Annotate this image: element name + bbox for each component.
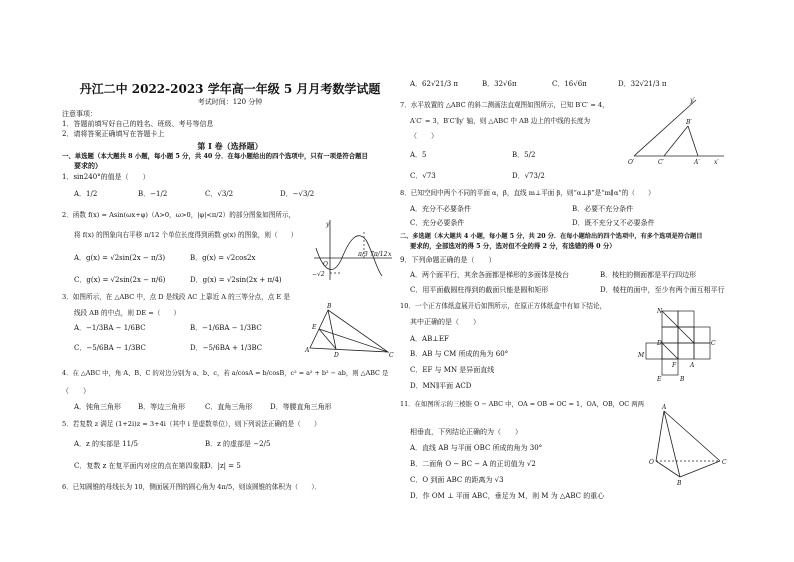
q11-stem: 11．在如图所示的三棱锥 O − ABC 中，OA = OB = OC = 1，OA，OB，OC 两两: [400, 400, 644, 408]
q4-option-c: C．直角三角形: [205, 403, 253, 411]
q10-net-cell: [694, 327, 710, 343]
q1-stem: 1．sin240°的值是（ ）: [62, 173, 150, 181]
q10-label-c: C: [711, 340, 716, 347]
q5-option-d: D．|z| = 5: [205, 462, 241, 470]
q7-label-o: O′: [628, 159, 635, 166]
q11-label-c: C: [722, 459, 727, 466]
q11-edge-ab: [664, 411, 680, 477]
q2-label-origin: O: [323, 261, 328, 268]
q11-edge-ao: [656, 411, 664, 461]
q3-stem: 3．如图所示，在 △ABC 中，点 D 是线段 AC 上靠近 A 的三等分点，点 E 是: [62, 293, 290, 301]
q10-option-d: D．MN∥平面 ACD: [410, 382, 472, 390]
q4-option-a: A．钝角三角形: [74, 403, 122, 411]
q9-option-b: B．棱柱的侧面都是平行四边形: [600, 271, 697, 279]
q10-net-cell: [678, 343, 694, 359]
q2-label-t1: π/3: [358, 251, 368, 258]
q10-option-a: A．AB⊥EF: [410, 335, 449, 343]
q3-segment-bd: [328, 310, 336, 349]
q2-sine-graph: [312, 218, 392, 283]
q11-option-d: D．作 OM ⊥ 平面 ABC，垂足为 M，则 M 为 △ABC 的重心: [410, 492, 605, 500]
q7-option-d: D．√73/2: [512, 172, 545, 180]
q8-option-a: A．充分不必要条件: [410, 205, 472, 213]
q2-stem: 2．函数 f(x) = Asin(ωx+φ)（A>0，ω>0，|φ|<π/2）的部分图象如图所示，: [62, 211, 296, 219]
q4-stem: 4．在 △ABC 中，角 A、B、C 的对边分别为 a、b、c，若 a/cosA = b/cosB，c² = a² + b² − ab，则 △ABC 是: [62, 369, 389, 377]
q11-option-c: C．O 到面 ABC 的距离为 √3: [410, 476, 504, 484]
q5-stem: 5．若复数 z 满足 (1+2i)z = 3+4i（其中 i 是虚数单位），则下列说法正确的是（ ）: [62, 420, 321, 428]
q6-option-a: A．62√21/3 π: [410, 80, 458, 88]
q6-option-d: D．32√21/3 π: [618, 80, 667, 88]
q7-label-a: A′: [694, 159, 700, 166]
q11-tetrahedron-figure: [649, 404, 735, 487]
q1-option-a: A．1/2: [74, 190, 98, 198]
q3-stem-2: 线段 AB 的中点，则 DE =（ ）: [74, 309, 181, 317]
q7-label-c: C′: [658, 159, 664, 166]
q10-label-a: A: [690, 362, 695, 369]
q10-diagonal: [662, 343, 678, 359]
exam-time: 考试时间：120 分钟: [197, 98, 263, 106]
q8-option-d: D．既不充分又不必要条件: [572, 219, 655, 227]
q1-option-b: B．−1/2: [138, 190, 168, 198]
q10-cube-net: [632, 305, 732, 385]
q7-option-b: B．5/2: [512, 151, 536, 159]
q8-option-b: B．必要不充分条件: [572, 205, 634, 213]
q10-label-d: D: [657, 340, 662, 347]
q8-stem: 8．已知空间中两个不同的平面 α，β，直线 m⊥平面 β，则“α⊥β”是“m∥α”的（ ）: [400, 189, 655, 197]
q7-segment-ba: [688, 126, 698, 156]
part2-intro: 二、多选题（本大题共 4 小题，每小题 5 分，共 20 分．在每小题给出的四个选项中，有多个选项是符合题目: [400, 233, 703, 240]
section-heading: 第 I 卷（选择题）: [197, 141, 263, 151]
q10-net-cell: [694, 343, 710, 359]
q7-oblique-figure: [626, 96, 726, 166]
part2-intro-2: 要求的，全部选对的得 5 分，选对但不全的得 2 分，有选错的得 0 分）: [410, 242, 616, 250]
q10-label-m: M: [638, 352, 645, 359]
q2-label-x: x: [388, 251, 392, 258]
q1-option-d: D．−√3/2: [280, 190, 315, 198]
q11-label-a: A: [662, 404, 667, 411]
q3-label-a: A: [305, 347, 310, 354]
q5-option-a: A．z 的实部是 11/5: [74, 440, 138, 448]
q10-label-b: B: [680, 376, 685, 383]
page-title: 丹江二中 2022-2023 学年高一年级 5 月月考数学试题: [79, 82, 381, 96]
q7-stem-3: （ ）: [410, 132, 438, 140]
q7-label-x: x′: [714, 159, 719, 166]
q10-option-c: C．EF 与 MN 是异面直线: [410, 366, 495, 374]
q6-option-c: C．16√6π: [552, 80, 587, 88]
q9-option-d: D．棱柱的面中，至少有两个面互相平行: [600, 286, 725, 294]
q2-option-b: B．g(x) = √2cos2x: [190, 254, 256, 262]
q11-stem-2: 相垂直，下列结论正确的为（ ）: [410, 428, 522, 436]
q10-label-f: F: [672, 362, 677, 369]
q9-option-c: C．用平面截圆柱得到的截面只能是圆和矩形: [410, 286, 549, 294]
q10-net-cell: [662, 327, 678, 343]
q5-option-b: B．z 的虚部是 −2/5: [205, 440, 271, 448]
q7-option-a: A．5: [410, 151, 427, 159]
q3-label-b: B: [327, 303, 332, 310]
q11-edge-ac: [664, 411, 720, 461]
q10-stem: 10．一个正方体纸盒展开后如图所示，在原正方体纸盒中有如下结论，: [400, 302, 607, 310]
q6-option-b: B．32√6π: [482, 80, 517, 88]
q3-label-e: E: [312, 324, 317, 331]
q7-stem-2: A′C′ = 3，B′C′∥y′ 轴，则 △ABC 中 AB 边上的中线的长度为: [410, 117, 591, 125]
q10-stem-2: 其中正确的是（ ）: [410, 318, 480, 326]
q2-label-t2: 7π/12: [370, 251, 388, 258]
q4-option-d: D．等腰直角三角形: [270, 403, 332, 411]
q10-label-e: E: [657, 376, 662, 383]
q2-label-y: y: [326, 221, 330, 228]
q3-label-d: D: [334, 352, 339, 359]
q10-label-n: N: [657, 308, 663, 315]
q5-option-c: C．复数 z 在复平面内对应的点在第四象限: [74, 462, 207, 470]
q10-net-cell: [678, 311, 694, 327]
q1-option-c: C．√3/2: [205, 190, 234, 198]
note-1: 1．答题前填写好自己的姓名、班级、考号等信息: [62, 120, 214, 128]
q3-label-c: C: [389, 352, 394, 359]
q2-option-d: D．g(x) = √2sin(2x + π/4): [190, 276, 282, 284]
q11-option-b: B．二面角 O − BC − A 的正切值为 √2: [410, 460, 536, 468]
q2-label-ymin: −√2: [312, 271, 325, 278]
q9-stem: 9．下列命题正确的是（ ）: [400, 256, 496, 264]
q11-edge-bc: [680, 461, 720, 477]
q4-stem-2: （ ）: [62, 387, 90, 395]
q2-option-c: C．g(x) = √2sin(2x − π/6): [74, 276, 166, 284]
q9-option-a: A．两个面平行，其余各面都是梯形的多面体是棱台: [410, 271, 570, 279]
q7-label-b: B′: [686, 119, 692, 126]
q11-option-a: A．直线 AB 与平面 OBC 所成的角为 30°: [410, 444, 543, 452]
q2-stem-2: 将 f(x) 的图象向右平移 π/12 个单位长度得到函数 g(x) 的图象，则（ ）: [74, 231, 298, 239]
q6-stem: 6．已知圆锥的母线长为 10，侧面展开图的圆心角为 4π/5，则该圆锥的体积为（ ）．: [62, 483, 322, 491]
q3-option-b: B．−1/6BA − 1/3BC: [190, 324, 262, 332]
q10-option-b: B．AB 与 CM 所成的角为 60°: [410, 350, 509, 358]
part1-intro: 一、单选题（本大题共 8 小题，每小题 5 分，共 40 分．在每小题给出的四个选项中，只有一项是符合题目: [62, 152, 368, 160]
part1-intro-2: 要求的）: [74, 161, 102, 170]
q10-diagonal: [662, 311, 678, 327]
q8-option-c: C．充分必要条件: [410, 219, 465, 227]
q3-triangle-abc: [310, 310, 388, 352]
q11-label-o: O: [649, 459, 654, 466]
q7-option-c: C．√73: [410, 172, 436, 180]
q3-option-a: A．−1/3BA − 1/6BC: [74, 324, 146, 332]
q3-option-d: D．−5/6BA + 1/3BC: [190, 344, 263, 352]
q2-option-a: A．g(x) = √2sin(2x − π/3): [74, 254, 166, 262]
q3-triangle-figure: [305, 302, 394, 360]
q4-option-b: B．等边三角形: [138, 403, 186, 411]
q11-label-b: B: [677, 480, 682, 487]
q7-segment-cb: [664, 126, 688, 156]
notes-heading: 注意事项：: [62, 110, 97, 118]
q3-option-c: C．−5/6BA − 1/3BC: [74, 344, 146, 352]
q7-stem: 7．水平放置的 △ABC 的斜二测画法直观图如图所示，已知 B′C′ = 4，: [400, 101, 609, 109]
q7-label-y: y′: [690, 97, 695, 104]
note-2: 2．请将答案正确填写在答题卡上: [62, 130, 165, 138]
q10-diagonal: [678, 327, 694, 343]
q3-segment-ec: [319, 329, 388, 352]
